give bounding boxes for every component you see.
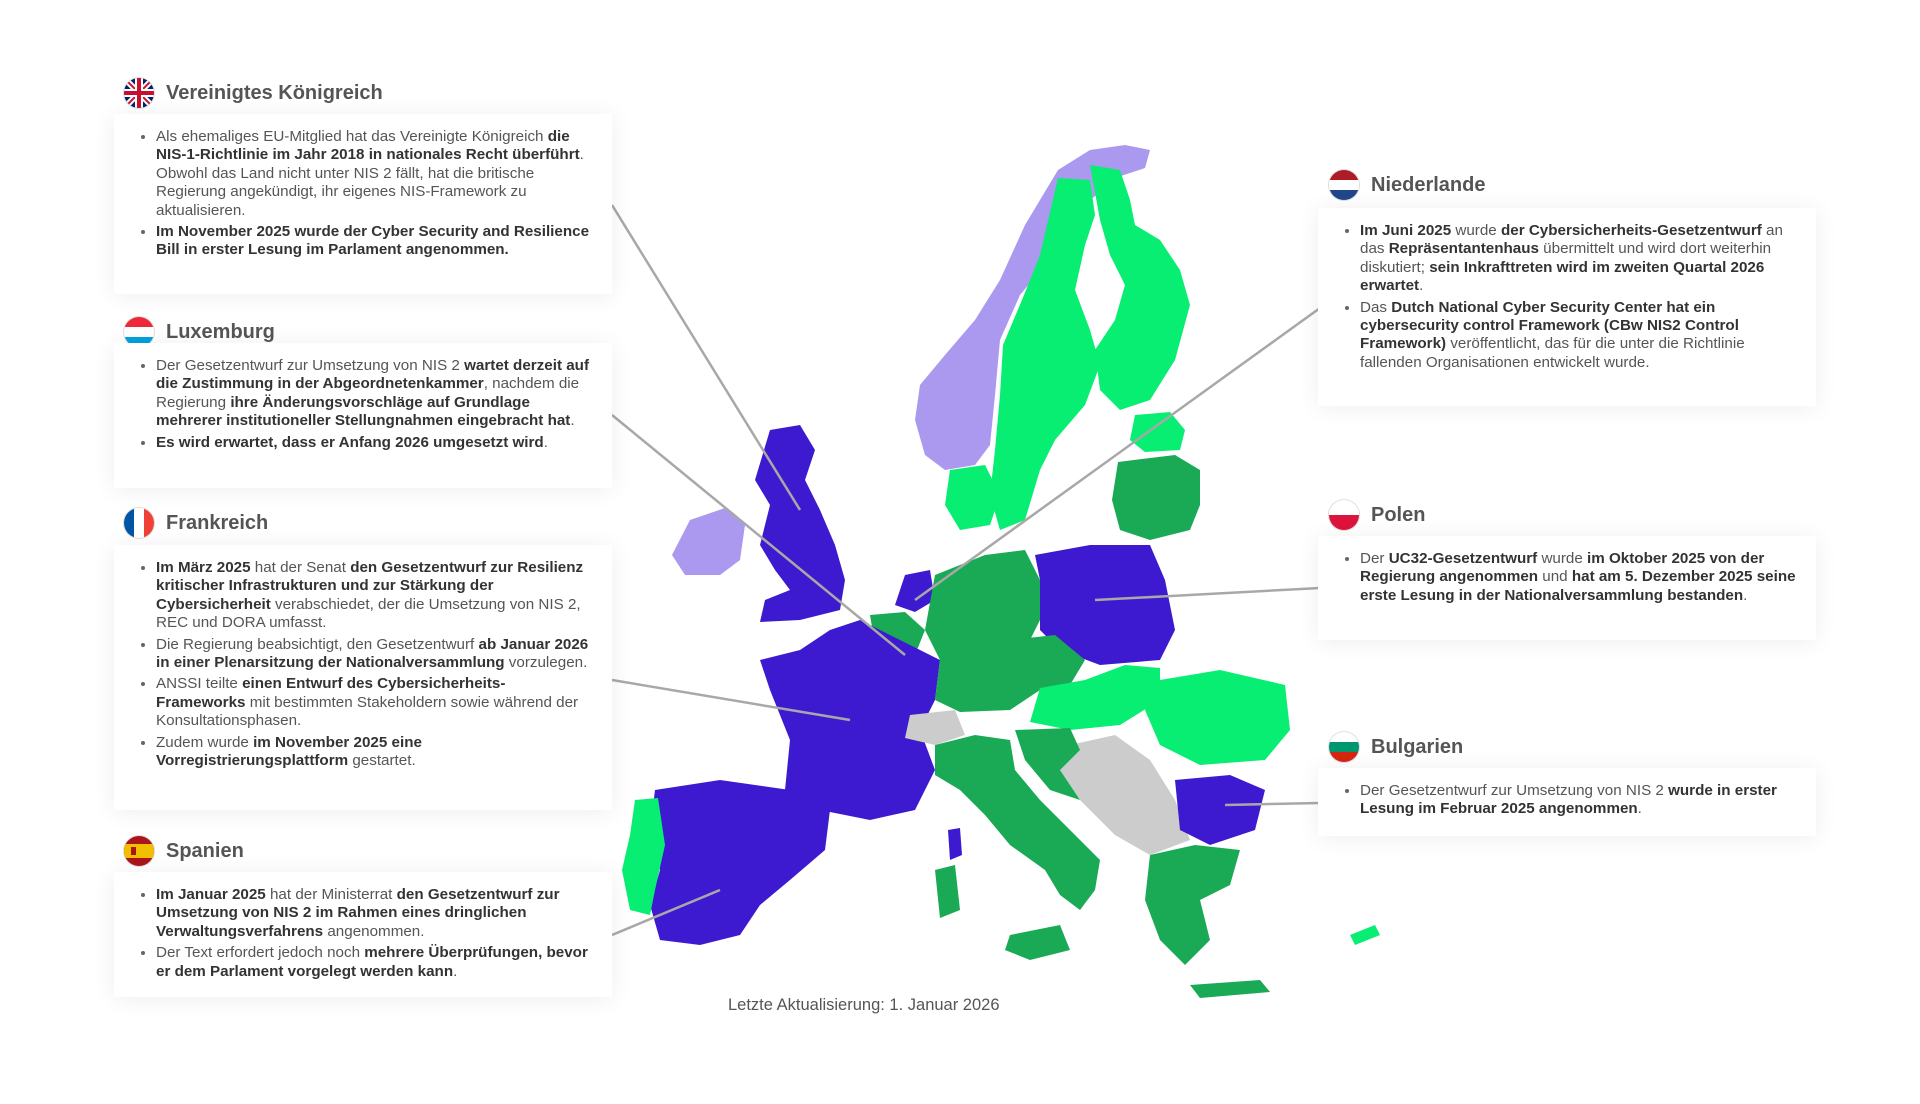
bullet-text: . <box>1419 277 1424 295</box>
bullet-item <box>1360 550 1796 605</box>
bullet-text: angenommen. <box>323 922 425 940</box>
heading-poland <box>1329 500 1425 530</box>
connector-uk <box>612 205 800 510</box>
bullet-text-bold: ihre Änderungsvorschläge auf Grundlage mehrerer institutioneller Stellungnahmen eingebracht hat <box>156 393 571 430</box>
bullet-text: Der Text erfordert jedoch noch <box>156 944 365 962</box>
bullet-text: Der Gesetzentwurf zur Umsetzung von NIS 2 <box>1360 782 1669 799</box>
bullet-text: gestartet. <box>348 752 416 770</box>
bullet-text-bold: Es wird erwartet, dass er Anfang 2026 umgesetzt wird <box>156 433 544 451</box>
heading-netherlands <box>1329 170 1485 200</box>
bullet-item <box>156 559 592 633</box>
heading-uk <box>124 78 383 108</box>
bullet-text-bold: mehrere Überprüfungen, bevor er dem Parlament vorgelegt werden kann <box>156 944 588 980</box>
bullet-text: . <box>1743 586 1748 604</box>
bullet-text-bold: UC32-Gesetzentwurf <box>1388 550 1538 567</box>
map-region-finland <box>1090 165 1190 410</box>
heading-france <box>124 508 268 538</box>
bullet-item <box>156 434 592 452</box>
bullet-text: Der <box>1360 550 1389 567</box>
bullet-text: Das <box>1360 298 1392 316</box>
country-name-luxembourg: Luxemburg <box>166 320 275 343</box>
bullet-text-bold: Repräsentantenhaus <box>1388 240 1539 258</box>
bullet-text-bold: den Gesetzentwurf zur Umsetzung von NIS 2 im Rahmen eines dringlichen Verwaltungsverfahrens <box>156 886 560 940</box>
map-region-sardinia <box>935 865 960 918</box>
bullet-text: veröffentlicht, das für die unter die Richtlinie fallenden Organisationen entwickelt wurde. <box>1360 335 1745 371</box>
bullet-text-bold: Im Juni 2025 <box>1360 222 1452 239</box>
map-region-balkans <box>1060 735 1190 855</box>
card-france <box>114 545 612 810</box>
card-bulgaria <box>1318 768 1816 836</box>
map-region-bulgaria <box>1175 775 1265 845</box>
list-poland <box>1338 550 1796 605</box>
bullet-text: hat der Ministerrat <box>265 886 397 903</box>
bullet-item <box>156 636 592 673</box>
bullet-text: Die Regierung beabsichtigt, den Gesetzentwurf <box>156 635 479 653</box>
list-spain <box>134 886 592 981</box>
bullet-text: . <box>1637 800 1642 818</box>
bullet-item <box>156 357 592 431</box>
poland-flag-icon <box>1329 500 1359 530</box>
bullet-text: Zudem wurde <box>156 733 254 751</box>
bullet-text: Als ehemaliges EU-Mitglied hat das Vereinigte Königreich <box>156 128 548 145</box>
bullet-text-bold: hat am 5. Dezember 2025 seine erste Lesung in der Nationalversammlung bestanden <box>1360 568 1796 604</box>
country-name-bulgaria: Bulgarien <box>1371 735 1464 758</box>
bullet-text: mit bestimmten Stakeholdern sowie während der Konsultationsphasen. <box>156 693 579 730</box>
list-bulgaria <box>1338 782 1796 819</box>
heading-spain <box>124 836 244 866</box>
map-region-ireland <box>672 508 745 575</box>
bullet-text: . <box>570 412 575 430</box>
card-netherlands <box>1318 208 1816 406</box>
card-luxembourg <box>114 343 612 488</box>
map-region-estonia <box>1130 412 1185 452</box>
bullet-text: , nachdem die Regierung <box>156 375 580 411</box>
list-netherlands <box>1338 222 1796 372</box>
bullet-text: ANSSI teilte <box>156 675 243 693</box>
bullet-text: wurde <box>1451 222 1501 239</box>
bullet-item <box>156 944 592 981</box>
list-luxembourg <box>134 357 592 452</box>
card-poland <box>1318 536 1816 640</box>
bullet-text: verabschiedet, der die Umsetzung von NIS 2, REC und DORA umfasst. <box>156 595 581 632</box>
bullet-text-bold: der Cybersicherheits-Gesetzentwurf <box>1500 222 1762 239</box>
bullet-text-bold: im November 2025 eine Vorregistrierungsplattform <box>156 733 422 770</box>
bullet-item <box>156 734 592 771</box>
map-region-baltics <box>1112 455 1200 540</box>
country-name-poland: Polen <box>1371 503 1426 526</box>
bullet-text-bold: ab Januar 2026 in einer Plenarsitzung der Nationalversammlung <box>156 635 589 672</box>
bullet-text: wurde <box>1537 550 1588 567</box>
card-uk <box>114 114 612 294</box>
france-flag-icon <box>124 508 154 538</box>
map-region-cyprus <box>1350 925 1380 945</box>
bullet-text-bold: wartet derzeit auf die Zustimmung in der Abgeordnetenkammer <box>156 357 589 393</box>
bullet-text-bold: die NIS-1-Richtlinie im Jahr 2018 in nationales Recht überführt <box>156 128 580 164</box>
bullet-text: und <box>1538 568 1572 586</box>
country-name-spain: Spanien <box>166 839 244 862</box>
bullet-text-bold: Im März 2025 <box>156 559 251 576</box>
bullet-item <box>156 675 592 730</box>
country-name-uk: Vereinigtes Königreich <box>166 81 383 104</box>
map-region-spain <box>650 780 830 945</box>
map-region-crete <box>1190 980 1270 998</box>
bullet-text: Der Gesetzentwurf zur Umsetzung von NIS 2 <box>156 357 465 374</box>
map-region-greece <box>1145 845 1240 965</box>
bullet-text: . Obwohl das Land nicht unter NIS 2 fällt, hat die britische Regierung angekündigt, ihr eigenes NIS-Framework zu aktualisieren. <box>156 146 584 219</box>
card-spain <box>114 872 612 997</box>
spain-flag-icon <box>124 836 154 866</box>
bullet-item <box>156 128 592 220</box>
bullet-item <box>156 886 592 941</box>
bullet-text: an das <box>1360 222 1783 258</box>
bullet-text-bold: einen Entwurf des Cybersicherheits-Frameworks <box>156 675 506 711</box>
bullet-text: hat der Senat <box>250 559 351 576</box>
bullet-text-bold: wurde in erster Lesung im Februar 2025 angenommen <box>1360 782 1777 818</box>
bullet-text: . <box>453 962 458 980</box>
map-region-uk <box>755 425 845 622</box>
bullet-text-bold: sein Inkrafttreten wird im zweiten Quartal 2026 erwartet <box>1360 258 1765 295</box>
bullet-text-bold: den Gesetzentwurf zur Resilienz kritischer Infrastrukturen und zur Stärkung der Cybersicherheit <box>156 559 584 613</box>
uk-flag-icon <box>124 78 154 108</box>
netherlands-flag-icon <box>1329 170 1359 200</box>
bullet-text: vorzulegen. <box>504 654 588 672</box>
bullet-text-bold: Im November 2025 wurde der Cyber Security and Resilience Bill in erster Lesung im Parlament angenommen. <box>156 223 590 259</box>
bullet-text-bold: Im Januar 2025 <box>156 886 266 903</box>
heading-bulgaria <box>1329 732 1463 762</box>
country-name-france: Frankreich <box>166 511 269 534</box>
bullet-text-bold: Dutch National Cyber Security Center hat ein cybersecurity control Framework (CBw NIS2 Control Framework) <box>1360 298 1739 353</box>
bullet-item <box>1360 782 1796 819</box>
bullet-item <box>1360 299 1796 373</box>
bulgaria-flag-icon <box>1329 732 1359 762</box>
connector-luxembourg <box>612 415 905 655</box>
map-region-romania <box>1145 670 1290 765</box>
last-update-caption: Letzte Aktualisierung: 1. Januar 2026 <box>728 996 1000 1014</box>
bullet-text: übermittelt und wird dort weiterhin diskutiert; <box>1360 240 1772 276</box>
bullet-text-bold: im Oktober 2025 von der Regierung angenommen <box>1360 550 1765 586</box>
country-name-netherlands: Niederlande <box>1371 173 1486 196</box>
list-uk <box>134 128 592 260</box>
bullet-item <box>1360 222 1796 296</box>
map-region-sicily <box>1005 925 1070 960</box>
bullet-text: . <box>543 433 548 451</box>
bullet-item <box>156 223 592 260</box>
list-france <box>134 559 592 770</box>
map-region-corsica <box>948 828 962 860</box>
map-region-denmark <box>945 465 1000 530</box>
map-region-germany <box>925 550 1040 712</box>
